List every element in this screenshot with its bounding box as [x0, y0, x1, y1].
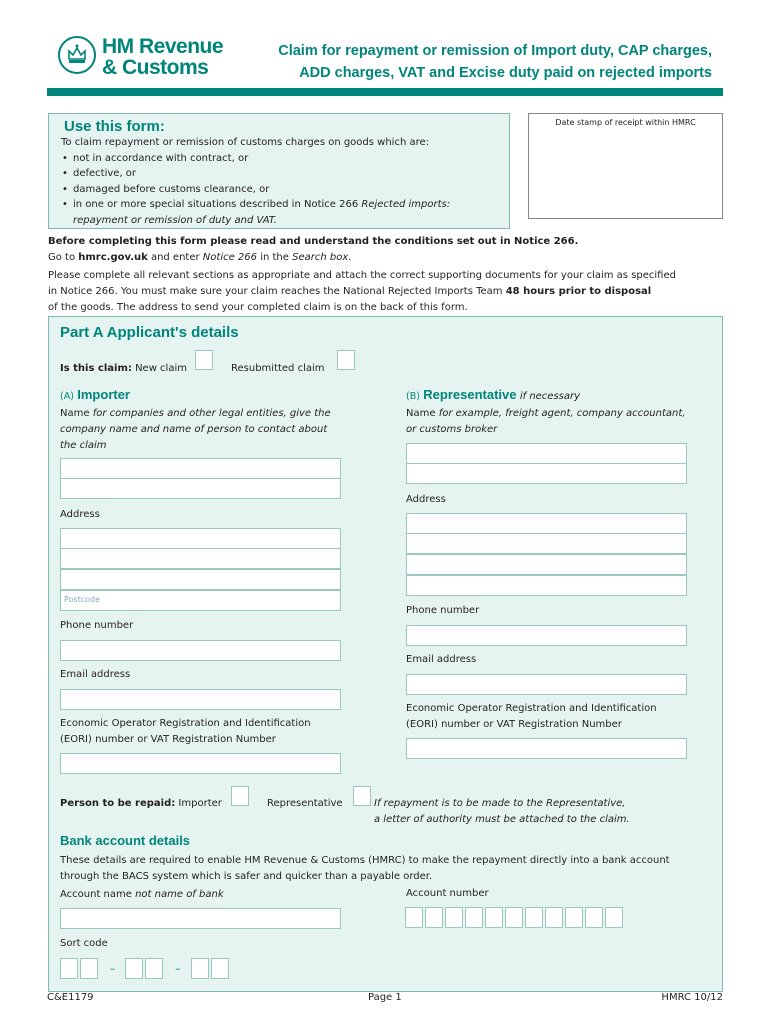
account-name-text: Account name: [60, 889, 136, 900]
goto-text: Notice 266: [202, 252, 258, 263]
account-number-label: Account number: [406, 888, 489, 899]
repaid-note-line: If repayment is to be made to the Representative,: [374, 798, 626, 809]
account-number-boxes: [405, 907, 625, 931]
repaid-importer-checkbox[interactable]: [231, 786, 249, 806]
account-digit[interactable]: [425, 907, 443, 928]
resubmitted-claim-checkbox[interactable]: [337, 350, 355, 370]
rep-eori-field[interactable]: [406, 738, 687, 759]
account-name-hint: not name of bank: [135, 889, 224, 900]
logo-line-2: & Customs: [102, 56, 209, 79]
importer-phone-label: Phone number: [60, 620, 134, 631]
hmrc-logo: [102, 36, 223, 78]
account-digit[interactable]: [525, 907, 543, 928]
importer-email-label: Email address: [60, 669, 131, 680]
bank-description: [60, 853, 720, 885]
rep-email-field[interactable]: [406, 674, 687, 695]
name-hint: the claim: [60, 440, 107, 451]
repaid-note: [374, 796, 630, 828]
rep-name-label: [406, 406, 706, 438]
form-code: C&E1179: [47, 992, 94, 1003]
hmrc-link[interactable]: hmrc.gov.uk: [78, 252, 148, 263]
rep-address-field-2[interactable]: [406, 533, 687, 554]
goto-text: and enter: [147, 252, 203, 263]
logo-line-1: HM Revenue: [102, 35, 224, 58]
crown-crest-icon: [58, 36, 96, 74]
para-text: in Notice 266. You must make sure your claim reaches the National Rejected Imports Team: [48, 286, 506, 297]
use-form-list: [61, 151, 497, 229]
importer-address-field-1[interactable]: [60, 528, 341, 549]
instructions-bold: Before completing this form please read and understand the conditions set out in Notice 266.: [48, 236, 579, 247]
importer-postcode-field[interactable]: [60, 590, 341, 611]
eori-label-line: (EORI) number or VAT Registration Number: [60, 734, 276, 745]
importer-address-label: Address: [60, 509, 100, 520]
rep-address-field-1[interactable]: [406, 513, 687, 534]
account-digit[interactable]: [565, 907, 583, 928]
list-item: • damaged before customs clearance, or: [61, 182, 497, 198]
goto-text: Go to: [48, 252, 79, 263]
para-bold: 48 hours prior to disposal: [505, 286, 652, 297]
instructions-goto: [48, 250, 728, 266]
instructions-para-1: Please complete all relevant sections as appropriate and attach the correct supporting documents for your claim as specified: [48, 270, 676, 281]
name-hint: company name and name of person to contact about: [60, 424, 328, 435]
bank-desc-line: through the BACS system which is safer and quicker than a payable order.: [60, 871, 433, 882]
rep-phone-label: Phone number: [406, 605, 480, 616]
importer-name-field-1[interactable]: [60, 458, 341, 479]
account-digit[interactable]: [505, 907, 523, 928]
goto-text: .: [348, 252, 352, 263]
header-divider: [47, 88, 723, 96]
sort-digit[interactable]: [80, 958, 98, 979]
importer-eori-field[interactable]: [60, 753, 341, 774]
sort-digit[interactable]: [145, 958, 163, 979]
form-version: HMRC 10/12: [661, 992, 723, 1003]
sort-code-boxes: [60, 958, 231, 979]
name-hint: or customs broker: [406, 424, 498, 435]
bank-heading: Bank account details: [60, 833, 191, 848]
claim-question: Is this claim:: [60, 363, 132, 374]
representative-heading: [406, 387, 580, 402]
rep-name-field-1[interactable]: [406, 443, 687, 464]
importer-email-field[interactable]: [60, 689, 341, 710]
name-hint: for companies and other legal entities, give the: [92, 408, 331, 419]
new-claim-label: New claim: [135, 363, 187, 374]
eori-label-line: Economic Operator Registration and Identification: [60, 718, 311, 729]
importer-address-field-3[interactable]: [60, 569, 341, 590]
rep-email-label: Email address: [406, 654, 477, 665]
title-line-1: Claim for repayment or remission of Import duty, CAP charges,: [278, 43, 712, 59]
instructions-para-3: of the goods. The address to send your completed claim is on the back of this form.: [48, 302, 468, 313]
bank-desc-line: These details are required to enable HM Revenue & Customs (HMRC) to make the repayment directly into a bank account: [60, 855, 670, 866]
account-digit[interactable]: [445, 907, 463, 928]
importer-phone-field[interactable]: [60, 640, 341, 661]
importer-address-field-2[interactable]: [60, 548, 341, 569]
account-digit[interactable]: [405, 907, 423, 928]
list-item: • not in accordance with contract, or: [61, 151, 497, 167]
account-digit[interactable]: [485, 907, 503, 928]
list-item-text: in one or more special situations described in Notice 266: [73, 199, 362, 210]
rep-eori-label: [406, 701, 657, 733]
importer-heading: [60, 387, 130, 402]
form-title: [222, 40, 712, 84]
account-digit[interactable]: [605, 907, 623, 928]
account-name-field[interactable]: [60, 908, 341, 929]
use-form-box: [48, 113, 510, 229]
sort-digit[interactable]: [125, 958, 143, 979]
title-line-2: ADD charges, VAT and Excise duty paid on rejected imports: [299, 65, 712, 81]
importer-name-field-2[interactable]: [60, 478, 341, 499]
importer-eori-label: [60, 716, 311, 748]
importer-prefix: (A): [60, 391, 74, 402]
list-item: [61, 197, 497, 228]
repaid-rep-label: Representative: [267, 798, 343, 809]
rep-address-field-4[interactable]: [406, 575, 687, 596]
sort-digit[interactable]: [60, 958, 78, 979]
sort-digit[interactable]: [211, 958, 229, 979]
eori-label-line: (EORI) number or VAT Registration Number: [406, 719, 622, 730]
importer-name-label: [60, 406, 350, 454]
name-label: Name: [406, 408, 439, 419]
use-form-heading: Use this form:: [64, 118, 165, 135]
rep-address-label: Address: [406, 494, 446, 505]
new-claim-checkbox[interactable]: [195, 350, 213, 370]
eori-label-line: Economic Operator Registration and Identification: [406, 703, 657, 714]
notice-title: Rejected imports:: [361, 199, 451, 210]
repaid-rep-checkbox[interactable]: [353, 786, 371, 806]
postcode-label: Postcode: [64, 595, 101, 604]
name-hint: for example, freight agent, company accountant,: [438, 408, 686, 419]
instructions-para-2: [48, 284, 728, 300]
goto-text: Search box: [292, 252, 349, 263]
account-digit[interactable]: [545, 907, 563, 928]
repaid-importer-label: Importer: [178, 798, 222, 809]
goto-text: in the: [257, 252, 293, 263]
rep-name-field-2[interactable]: [406, 463, 687, 484]
account-digit[interactable]: [585, 907, 603, 928]
sort-digit[interactable]: [191, 958, 209, 979]
date-stamp-box: [528, 113, 723, 219]
importer-title: Importer: [77, 387, 130, 402]
instructions: [48, 234, 728, 316]
account-name-label: [60, 887, 224, 903]
use-form-intro: To claim repayment or remission of customs charges on goods which are:: [61, 137, 430, 148]
sort-dash: –: [110, 962, 116, 975]
rep-title: Representative: [423, 387, 517, 402]
rep-address-field-3[interactable]: [406, 554, 687, 575]
list-item: • defective, or: [61, 166, 497, 182]
rep-prefix: (B): [406, 391, 420, 402]
claim-type-row: [60, 361, 187, 377]
repaid-question: Person to be repaid:: [60, 798, 176, 809]
page-number: Page 1: [368, 992, 402, 1003]
rep-phone-field[interactable]: [406, 625, 687, 646]
date-stamp-label: Date stamp of receipt within HMRC: [555, 118, 696, 127]
name-label: Name: [60, 408, 93, 419]
part-a-heading: Part A Applicant's details: [60, 324, 239, 341]
repaid-row: [60, 796, 222, 812]
account-digit[interactable]: [465, 907, 483, 928]
repaid-note-line: a letter of authority must be attached to the claim.: [374, 814, 630, 825]
rep-suffix: if necessary: [519, 391, 581, 402]
notice-title-cont: repayment or remission of duty and VAT.: [73, 214, 277, 226]
sort-code-label: Sort code: [60, 938, 108, 949]
resubmitted-claim-label: Resubmitted claim: [231, 363, 325, 374]
sort-dash: –: [175, 962, 181, 975]
